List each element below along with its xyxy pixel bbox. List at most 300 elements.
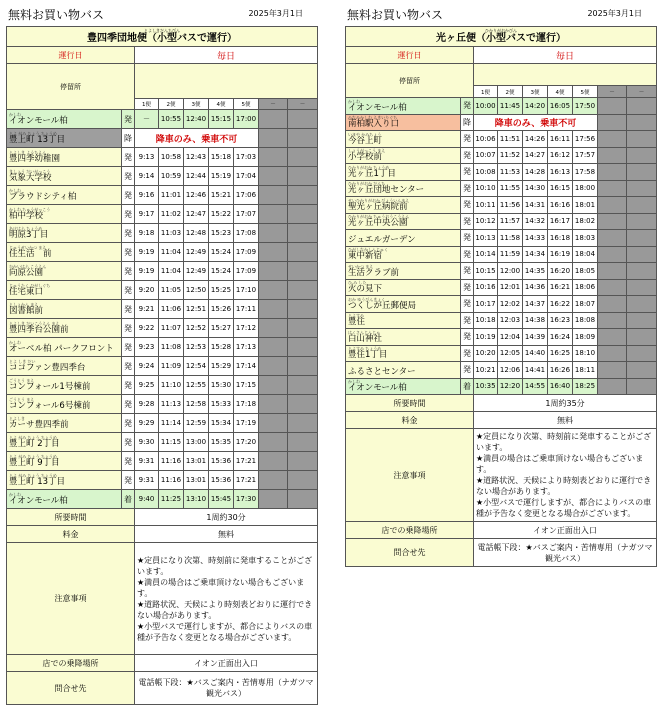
departure-time: 16:40 — [548, 378, 573, 395]
boarding-value: イオン正面出入口 — [474, 522, 657, 539]
stop-name-text: 豊上町 9丁目 — [9, 457, 60, 468]
stop-name-text: 豊四季台公園前 — [9, 324, 69, 335]
departure-time: 15:15 — [209, 110, 234, 129]
departure-time: 14:20 — [523, 98, 548, 115]
stop-name — [7, 224, 122, 243]
unused-cell — [259, 224, 288, 243]
stop-type: 発 — [122, 110, 135, 129]
departure-time: 11:14 — [159, 414, 184, 433]
alight-only-note: 降車のみ、乗車不可 — [135, 129, 259, 148]
stop-name — [346, 180, 461, 197]
departure-time: 17:04 — [234, 167, 259, 186]
stop-ruby: ひかりがおか ちゅうおうこうえん — [348, 214, 410, 219]
departure-time: 13:10 — [184, 490, 209, 509]
stop-name — [7, 471, 122, 490]
departure-time: 14:36 — [523, 279, 548, 296]
stop-name — [7, 395, 122, 414]
departure-time: 16:25 — [548, 345, 573, 362]
stop-type: 発 — [461, 180, 474, 197]
run-day-value: 毎日 — [135, 47, 318, 64]
departure-time: 11:16 — [159, 471, 184, 490]
note-item: ★定員になり次第、時刻前に発車することがございます。 — [137, 555, 313, 576]
departure-time: － — [135, 110, 159, 129]
departure-time: 9:23 — [135, 338, 159, 357]
stop-type: 発 — [122, 262, 135, 281]
stop-name-text: 豊上町 13丁目 — [9, 134, 66, 145]
departure-time: 10:16 — [474, 279, 498, 296]
timetable — [345, 26, 657, 567]
departure-time: 12:55 — [184, 376, 209, 395]
departure-time: 18:11 — [573, 362, 598, 379]
departure-time: 14:35 — [523, 263, 548, 280]
departure-time: 11:09 — [159, 357, 184, 376]
duration-label: 所要時間 — [7, 509, 135, 526]
departure-time: 16:18 — [548, 230, 573, 247]
stop-ruby: きしょう だいがっこう — [9, 168, 51, 174]
departure-time: 9:30 — [135, 433, 159, 452]
unused-cell — [627, 312, 657, 329]
stop-name-text: 豊上町 2丁目 — [9, 438, 60, 449]
stop-name — [346, 312, 461, 329]
stop-row — [346, 279, 657, 296]
departure-time: 12:52 — [184, 319, 209, 338]
unused-cell — [598, 279, 627, 296]
unused-cell — [598, 230, 627, 247]
departure-time: 12:43 — [184, 148, 209, 167]
stop-ruby: ごうとう まえ — [9, 377, 35, 383]
departure-time: 11:56 — [498, 197, 523, 214]
stop-row — [7, 205, 318, 224]
stop-type: 発 — [461, 329, 474, 346]
stop-name-text: 住宅東口 — [9, 286, 44, 297]
stop-row — [346, 230, 657, 247]
unused-cell — [259, 414, 288, 433]
departure-time: 17:56 — [573, 131, 598, 148]
stop-row — [346, 312, 657, 329]
departure-time: 14:39 — [523, 329, 548, 346]
header — [6, 0, 317, 26]
departure-time: 12:03 — [498, 312, 523, 329]
unused-cell — [259, 376, 288, 395]
departure-time: 10:20 — [474, 345, 498, 362]
stop-name-text: イオンモール柏 — [9, 115, 68, 126]
departure-time: 10:10 — [474, 180, 498, 197]
unused-cell — [627, 98, 657, 115]
departure-time: 9:22 — [135, 319, 159, 338]
unused-cell — [288, 319, 318, 338]
stop-name-text: 今谷上町 — [348, 135, 383, 146]
unused-cell — [627, 114, 657, 131]
unused-cell — [259, 338, 288, 357]
stop-type: 発 — [122, 338, 135, 357]
departure-time: 12:47 — [184, 205, 209, 224]
departure-time: 14:26 — [523, 131, 548, 148]
departure-time: 11:05 — [159, 281, 184, 300]
stop-row — [7, 186, 318, 205]
stop-type: 発 — [461, 263, 474, 280]
unused-cell — [598, 213, 627, 230]
unused-cell — [259, 490, 288, 509]
departure-time: 18:04 — [573, 246, 598, 263]
stop-name-text: 豊四季幼稚園 — [9, 153, 61, 164]
header — [345, 0, 656, 26]
stop-ruby: じゅうせいかつ まえ — [9, 244, 47, 250]
stop-type: 発 — [122, 357, 135, 376]
blank-header — [135, 64, 318, 99]
departure-time: 16:19 — [548, 246, 573, 263]
stop-row — [7, 262, 318, 281]
unused-cell — [598, 114, 627, 131]
stop-row — [346, 180, 657, 197]
departure-time: 14:30 — [523, 180, 548, 197]
timetable-toyoshiki — [6, 0, 317, 705]
departure-time: 17:14 — [234, 357, 259, 376]
stop-name — [346, 147, 461, 164]
unused-cell — [627, 230, 657, 247]
stop-name — [346, 263, 461, 280]
departure-time: 16:12 — [548, 147, 573, 164]
departure-time: 15:28 — [209, 338, 234, 357]
departure-time: 15:22 — [209, 205, 234, 224]
fare-value: 無料 — [474, 412, 657, 429]
stop-ruby: むかいはら こうえん — [9, 263, 47, 269]
departure-time: 11:07 — [159, 319, 184, 338]
stop-name — [346, 164, 461, 181]
unused-cell — [259, 110, 288, 129]
departure-time: 16:15 — [548, 180, 573, 197]
departure-time: 10:35 — [474, 378, 498, 395]
stop-row — [7, 395, 318, 414]
departure-time: 17:57 — [573, 147, 598, 164]
stop-type: 降 — [461, 114, 474, 131]
stop-ruby: とよしき ようちえん — [9, 149, 47, 155]
departure-time: 11:53 — [498, 164, 523, 181]
stop-name-text: 光ヶ丘中央公園 — [348, 218, 408, 228]
departure-time: 18:08 — [573, 312, 598, 329]
unused-cell — [627, 345, 657, 362]
departure-time: 11:55 — [498, 180, 523, 197]
blank-header — [474, 64, 657, 86]
stop-ruby: かしわ — [348, 379, 360, 384]
stop-name-text: 光ヶ丘1丁目 — [348, 168, 396, 179]
stop-row — [346, 263, 657, 280]
stop-type: 発 — [461, 246, 474, 263]
contact-value: 電話帳下段：★バスご案内・苦情専用（ナガツマ観光バス） — [135, 672, 318, 705]
stop-ruby: とよ がみ ちょう ちょうめ — [9, 434, 57, 440]
departure-time: 9:25 — [135, 376, 159, 395]
stop-row — [346, 378, 657, 395]
stop-row — [346, 362, 657, 379]
route-name: 豊四季団地便（小型バスで運行） — [87, 33, 238, 44]
departure-time: 15:25 — [209, 281, 234, 300]
departure-time: 12:44 — [184, 167, 209, 186]
departure-time: 17:50 — [573, 98, 598, 115]
stop-type: 発 — [122, 471, 135, 490]
stop-name-text: 聖光ヶ丘病院前 — [348, 201, 408, 212]
stop-type: 発 — [122, 376, 135, 395]
bus-number-header: 2便 — [498, 86, 523, 98]
stop-name — [346, 279, 461, 296]
unused-cell — [627, 131, 657, 148]
stop-row — [346, 345, 657, 362]
departure-time: 18:06 — [573, 279, 598, 296]
departure-time: 18:05 — [573, 263, 598, 280]
departure-time: 11:16 — [159, 452, 184, 471]
stop-ruby: とよ がみ ちょう ちょうめ — [9, 453, 57, 459]
unused-cell — [288, 490, 318, 509]
departure-time: 15:18 — [209, 148, 234, 167]
stop-type: 発 — [122, 224, 135, 243]
duration-value: 1周約30分 — [135, 509, 318, 526]
stop-ruby: かしわ — [9, 339, 21, 345]
unused-cell — [598, 164, 627, 181]
page-title: 無料お買い物バス — [347, 8, 444, 22]
departure-time: 10:00 — [474, 98, 498, 115]
stop-type: 発 — [122, 319, 135, 338]
departure-time: 11:04 — [159, 262, 184, 281]
stop-name-text: つくしが丘郵便局 — [348, 300, 417, 311]
stop-row — [7, 281, 318, 300]
note-item: ★道路状況、天候により時刻表どおりに運行できない場合があります。 — [476, 476, 652, 496]
stop-type: 発 — [122, 205, 135, 224]
departure-time: 15:26 — [209, 300, 234, 319]
departure-time: 15:23 — [209, 224, 234, 243]
bus-number-header: － — [288, 98, 318, 110]
stop-type: 発 — [122, 167, 135, 186]
unused-cell — [259, 148, 288, 167]
unused-cell — [627, 263, 657, 280]
departure-time: 11:25 — [159, 490, 184, 509]
departure-time: 11:01 — [159, 186, 184, 205]
unused-cell — [598, 246, 627, 263]
stop-name — [346, 230, 461, 247]
departure-time: 17:15 — [234, 376, 259, 395]
stop-name-text: ココファン豊四季台 — [9, 362, 86, 373]
stop-name — [7, 414, 122, 433]
stop-name-text: 豊上町 13丁目 — [9, 476, 66, 487]
bus-number-header: 1便 — [474, 86, 498, 98]
stop-name-text: コンフォール1号棟前 — [9, 381, 91, 392]
departure-time: 12:58 — [184, 395, 209, 414]
stop-name-text: 南柏駅入り口 — [348, 119, 400, 129]
stop-name — [346, 197, 461, 214]
departure-time: 9:31 — [135, 452, 159, 471]
note-item: ★定員になり次第、時刻前に発車することがございます。 — [476, 432, 652, 452]
unused-cell — [259, 319, 288, 338]
route-name: 光ヶ丘便（小型バスで運行） — [436, 33, 567, 44]
departure-time: 17:21 — [234, 471, 259, 490]
stop-row — [7, 376, 318, 395]
stop-ruby: とよしき — [9, 415, 25, 421]
notes — [474, 429, 657, 522]
stop-name — [346, 213, 461, 230]
stop-ruby: とよすみ ちょうめ — [348, 346, 382, 351]
bus-number-header: 5便 — [573, 86, 598, 98]
stop-row — [346, 213, 657, 230]
unused-cell — [627, 213, 657, 230]
alight-only-note: 降車のみ、乗車不可 — [474, 114, 598, 131]
departure-time: 10:59 — [159, 167, 184, 186]
boarding-value: イオン正面出入口 — [135, 655, 318, 672]
stop-name-text: ブラウドシティ柏 — [9, 191, 77, 202]
stop-type: 発 — [122, 395, 135, 414]
unused-cell — [627, 246, 657, 263]
departure-time: 12:20 — [498, 378, 523, 395]
departure-time: 10:58 — [159, 148, 184, 167]
stop-name — [7, 490, 122, 509]
stop-name — [7, 357, 122, 376]
stop-name-text: 明原3丁目 — [9, 229, 49, 240]
stop-name-text: 図書館前 — [9, 305, 44, 316]
departure-time: 9:40 — [135, 490, 159, 509]
duration-value: 1周約35分 — [474, 395, 657, 412]
unused-cell — [288, 338, 318, 357]
unused-cell — [598, 378, 627, 395]
departure-time: 10:19 — [474, 329, 498, 346]
departure-time: 9:31 — [135, 471, 159, 490]
stop-type: 発 — [461, 98, 474, 115]
departure-time: 9:21 — [135, 300, 159, 319]
stop-type: 発 — [122, 452, 135, 471]
unused-cell — [627, 329, 657, 346]
departure-time: 15:27 — [209, 319, 234, 338]
stop-name — [346, 131, 461, 148]
unused-cell — [259, 262, 288, 281]
stop-name — [7, 319, 122, 338]
stop-name — [346, 246, 461, 263]
unused-cell — [598, 98, 627, 115]
note-item: ★小型バスで運行しますが、都合によりバスの車種が予告なく変更となる場合がございます。 — [476, 498, 652, 518]
contact-label: 問合せ先 — [346, 539, 474, 567]
departure-time: 15:29 — [209, 357, 234, 376]
stop-name — [7, 243, 122, 262]
stop-row — [7, 224, 318, 243]
run-day-label: 運行日 — [7, 47, 135, 64]
departure-time: 11:51 — [498, 131, 523, 148]
stop-name — [7, 281, 122, 300]
fare-label: 料金 — [346, 412, 474, 429]
stop-name-text: 豊住1丁目 — [348, 350, 388, 360]
unused-cell — [288, 205, 318, 224]
bus-number-header: 4便 — [548, 86, 573, 98]
stop-ruby: とよしき だいこうえん まえ — [9, 320, 60, 326]
stop-name-text: オーベル柏 パークフロント — [9, 343, 114, 354]
departure-time: 9:13 — [135, 148, 159, 167]
unused-cell — [259, 205, 288, 224]
departure-time: 16:23 — [548, 312, 573, 329]
departure-time: 11:06 — [159, 300, 184, 319]
departure-time: 10:08 — [474, 164, 498, 181]
stop-ruby: としょかん まえ — [9, 301, 39, 307]
run-day-value: 毎日 — [474, 47, 657, 64]
unused-cell — [598, 296, 627, 313]
unused-cell — [288, 262, 318, 281]
stop-name-text: 東中新宿 — [348, 251, 383, 261]
contact-label: 問合せ先 — [7, 672, 135, 705]
departure-time: 12:54 — [184, 357, 209, 376]
departure-time: 11:45 — [498, 98, 523, 115]
stop-row — [346, 131, 657, 148]
stop-name — [7, 300, 122, 319]
unused-cell — [598, 197, 627, 214]
departure-time: 18:07 — [573, 296, 598, 313]
departure-time: 15:36 — [209, 471, 234, 490]
departure-time: 14:34 — [523, 246, 548, 263]
departure-time: 12:05 — [498, 345, 523, 362]
stop-row — [346, 164, 657, 181]
stop-name-text: ふるさとセンター — [348, 366, 416, 377]
stop-name — [7, 167, 122, 186]
bus-number-header: 3便 — [184, 98, 209, 110]
departure-time: 15:34 — [209, 414, 234, 433]
departure-time: 18:03 — [573, 230, 598, 247]
departure-time: 12:50 — [184, 281, 209, 300]
departure-time: 10:12 — [474, 213, 498, 230]
departure-time: 18:02 — [573, 213, 598, 230]
stop-name-text: ジュエルガーデン — [348, 234, 416, 245]
stop-type: 発 — [461, 164, 474, 181]
stop-ruby: かしわ — [9, 491, 21, 497]
departure-time: 10:15 — [474, 263, 498, 280]
departure-time: 16:17 — [548, 213, 573, 230]
stop-ruby: とよ がみ ちょう ちょうめ — [9, 130, 57, 136]
stop-ruby: ひかりがおか だんち — [348, 181, 386, 186]
route-title — [7, 27, 318, 47]
unused-cell — [288, 452, 318, 471]
stop-name — [7, 338, 122, 357]
unused-cell — [598, 131, 627, 148]
stop-name-text: コンフォール6号棟前 — [9, 400, 91, 411]
stop-name — [7, 186, 122, 205]
stop-row — [7, 110, 318, 129]
departure-time: 11:08 — [159, 338, 184, 357]
note-item: ★小型バスで運行しますが、都合によりバスの車種が予告なく変更となる場合がございます。 — [137, 621, 313, 642]
departure-time: 17:21 — [234, 452, 259, 471]
stop-row — [346, 147, 657, 164]
stop-name-text: 小学校前 — [348, 152, 383, 162]
stop-type: 発 — [461, 345, 474, 362]
departure-time: 11:59 — [498, 246, 523, 263]
departure-time: 12:51 — [184, 300, 209, 319]
departure-time: 12:40 — [184, 110, 209, 129]
stop-row — [7, 167, 318, 186]
departure-time: 14:28 — [523, 164, 548, 181]
unused-cell — [598, 345, 627, 362]
note-item: ★満員の場合はご乗車頂けない場合もございます。 — [137, 577, 305, 598]
departure-time: 9:19 — [135, 243, 159, 262]
unused-cell — [288, 471, 318, 490]
stop-type: 発 — [122, 414, 135, 433]
stop-type: 発 — [461, 362, 474, 379]
departure-time: 13:01 — [184, 471, 209, 490]
departure-time: 9:17 — [135, 205, 159, 224]
departure-time: 12:02 — [498, 296, 523, 313]
note-item: ★道路状況、天候により時刻表どおりに運行できない場合があります。 — [137, 599, 313, 620]
stop-type: 発 — [461, 213, 474, 230]
departure-time: 16:22 — [548, 296, 573, 313]
departure-time: 17:20 — [234, 433, 259, 452]
stop-ruby: あけはら ちょうめ — [9, 225, 43, 231]
stop-name-text: 白山神社 — [348, 333, 383, 344]
departure-time: 14:32 — [523, 213, 548, 230]
unused-cell — [259, 300, 288, 319]
stop-name-text: 火の見下 — [348, 284, 383, 294]
departure-time: 11:10 — [159, 376, 184, 395]
unused-cell — [288, 414, 318, 433]
stop-column-header: 停留所 — [346, 64, 474, 98]
departure-time: 18:10 — [573, 345, 598, 362]
departure-time: 15:24 — [209, 243, 234, 262]
